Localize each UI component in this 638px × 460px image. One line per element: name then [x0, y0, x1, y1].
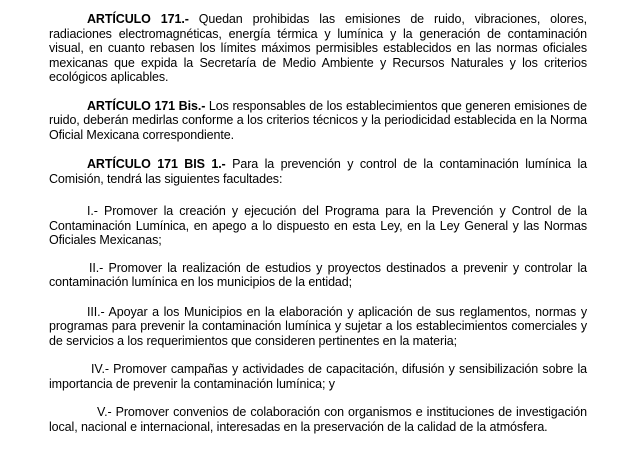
fraction-iv: IV.- Promover campañas y actividades de capacitación, difusión y sensibilización sobre la importancia de prevenir la contaminación lumínica; y	[49, 362, 587, 391]
article-171	[49, 12, 587, 85]
article-171-heading: ARTÍCULO 171.-	[87, 12, 189, 26]
article-171-bis-1-heading: ARTÍCULO 171 BIS 1.-	[87, 157, 226, 171]
fraction-v: V.- Promover convenios de colaboración con organismos e instituciones de investigación local, nacional e internacional, interesadas en la preservación de la calidad de la atmósfera.	[49, 405, 587, 434]
fraction-i: I.- Promover la creación y ejecución del Programa para la Prevención y Control de la Contaminación Lumínica, en apego a lo dispuesto en esta Ley, en la Ley General y las Normas Oficiales Mexicanas;	[49, 204, 587, 247]
fraction-ii: II.- Promover la realización de estudios y proyectos destinados a prevenir y controlar la contaminación lumínica en los municipios de la entidad;	[49, 260, 587, 289]
article-171-bis-heading: ARTÍCULO 171 Bis.-	[87, 98, 206, 113]
article-171-bis-1-body: Para la prevención y control de la contaminación lumínica la Comisión, tendrá las siguientes facultades:	[49, 157, 587, 186]
fraction-iii: III.- Apoyar a los Municipios en la elaboración y aplicación de sus reglamentos, normas y programas para prevenir la contaminación lumínica y sujetar a los establecimientos comerciales y de servicios a los requerimientos que consideren pertinentes en la materia;	[49, 304, 587, 348]
article-171-bis-body: Los responsables de los establecimientos que generen emisiones de ruido, deberán medirlas conforme a los criterios técnicos y la periodicidad establecida en la Norma Oficial Mexicana correspondiente.	[49, 98, 587, 142]
article-171-bis	[49, 99, 587, 143]
article-171-body: Quedan prohibidas las emisiones de ruido, vibraciones, olores, radiaciones electromagnéticas, energía térmica y lumínica y la generación de contaminación visual, en cuanto rebasen los límites máximos permisibles establecidos en las normas oficiales mexicanas que expida la Secretaría de Medio Ambiente y Recursos Naturales y los criterios ecológicos aplicables.	[49, 12, 587, 84]
document-page	[49, 12, 587, 434]
article-171-bis-1	[49, 157, 587, 186]
